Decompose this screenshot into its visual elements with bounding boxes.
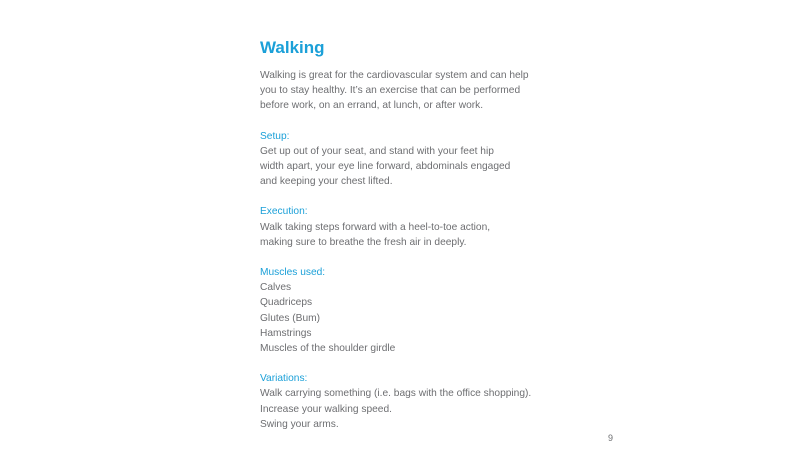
setup-heading: Setup: (260, 130, 290, 142)
muscle-item: Glutes (Bum) (260, 312, 321, 324)
muscle-item: Calves (260, 282, 292, 294)
variations-heading: Variations: (260, 373, 308, 385)
variation-item: Swing your arms. (260, 418, 339, 430)
setup-line: and keeping your chest lifted. (260, 176, 393, 188)
setup-section (260, 129, 560, 190)
execution-line: Walk taking steps forward with a heel-to-toe action, (260, 221, 491, 233)
muscle-item: Muscles of the shoulder girdle (260, 343, 396, 355)
intro-paragraph (260, 68, 560, 114)
page-title: Walking (260, 38, 325, 57)
intro-line: before work, on an errand, at lunch, or after work. (260, 100, 484, 112)
muscles-heading: Muscles used: (260, 267, 326, 279)
execution-heading: Execution: (260, 206, 308, 218)
execution-line: making sure to breathe the fresh air in deeply. (260, 236, 467, 248)
setup-line: Get up out of your seat, and stand with your feet hip (260, 145, 494, 157)
variations-section (260, 371, 560, 432)
variation-item: Walk carrying something (i.e. bags with the office shopping). (260, 388, 532, 400)
variation-item: Increase your walking speed. (260, 403, 392, 415)
muscle-item: Quadriceps (260, 297, 313, 309)
muscle-item: Hamstrings (260, 327, 312, 339)
page-number: 9 (608, 433, 614, 443)
intro-line: Walking is great for the cardiovascular system and can help (260, 70, 529, 81)
muscles-section (260, 265, 560, 356)
execution-section (260, 204, 560, 250)
intro-line: you to stay healthy. It’s an exercise that can be performed (260, 85, 521, 97)
setup-line: width apart, your eye line forward, abdominals engaged (260, 161, 511, 173)
page-content (260, 38, 560, 432)
